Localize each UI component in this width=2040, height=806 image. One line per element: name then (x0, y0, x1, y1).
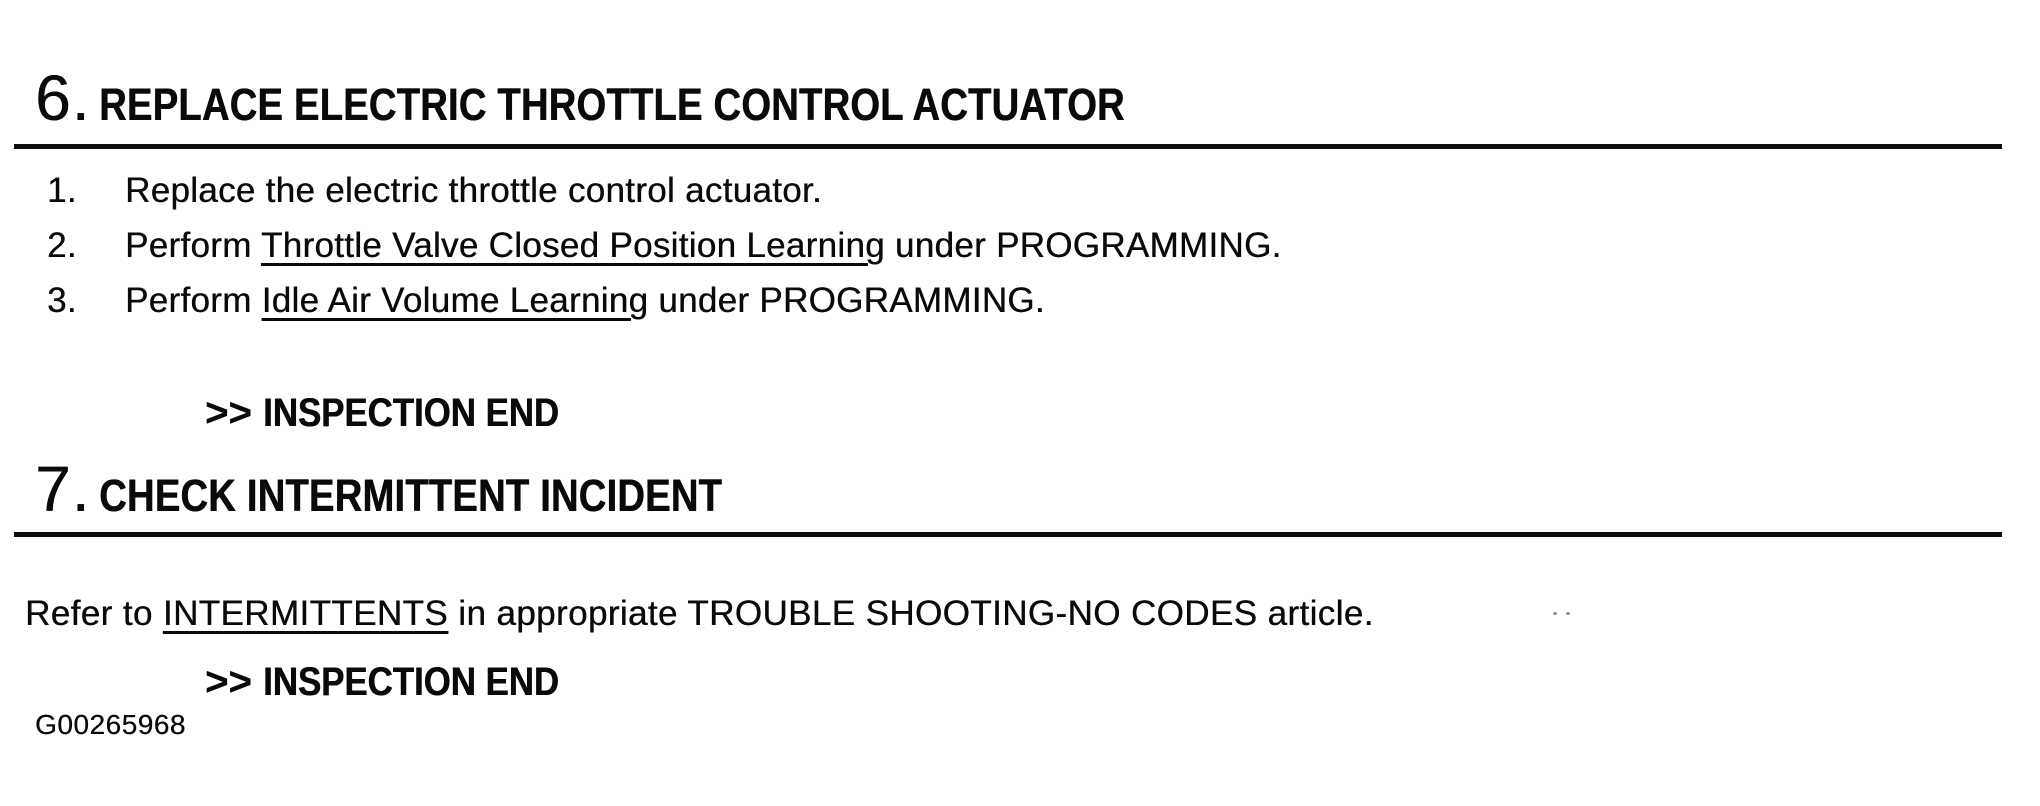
step-2-text (125, 228, 1282, 263)
section-6-heading (35, 62, 1306, 134)
section-6-title: REPLACE ELECTRIC THROTTLE CONTROL ACTUATOR (99, 79, 1126, 130)
inspection-end-label: INSPECTION END (262, 391, 559, 435)
step-item-1 (47, 173, 1282, 208)
step-3-text (125, 283, 1045, 318)
step-1-text (125, 173, 822, 208)
section-7-inspection-end (205, 662, 603, 702)
section-6-number: 6. (35, 62, 91, 134)
chevron-marker-icon: >> (205, 660, 252, 704)
scan-speck (1566, 612, 1570, 615)
section-7-rule (14, 532, 2002, 537)
refer-post: in appropriate TROUBLE SHOOTING-NO CODES article. (448, 594, 1374, 633)
step-item-2 (47, 228, 1282, 263)
section-6-step-list (47, 173, 1282, 338)
refer-pre: Refer to (25, 594, 163, 633)
step-item-3 (47, 283, 1282, 318)
section-6-rule (14, 144, 2002, 149)
figure-id: G00265968 (35, 709, 186, 740)
step-3-pre: Perform (125, 281, 262, 320)
step-3-number: 3. (47, 281, 77, 320)
step-1-pre: Replace the electric throttle control actuator. (125, 171, 822, 210)
chevron-marker-icon: >> (205, 391, 252, 435)
section-7-title: CHECK INTERMITTENT INCIDENT (99, 470, 723, 521)
step-3-post: under PROGRAMMING. (648, 281, 1045, 320)
inspection-end-label: INSPECTION END (262, 660, 559, 704)
section-7-heading (35, 453, 832, 525)
intermittents-link[interactable]: INTERMITTENTS (162, 594, 449, 633)
step-2-number: 2. (47, 226, 77, 265)
section-7-number: 7. (35, 453, 91, 525)
idle-air-volume-learning-link[interactable]: Idle Air Volume Learning (261, 281, 649, 320)
step-2-pre: Perform (125, 226, 261, 265)
throttle-valve-closed-position-learning-link[interactable]: Throttle Valve Closed Position Learning (260, 226, 885, 265)
step-1-number: 1. (47, 171, 77, 210)
refer-paragraph (25, 596, 1374, 631)
scan-speck (1553, 612, 1557, 615)
section-6-inspection-end (205, 393, 603, 433)
step-2-post: under PROGRAMMING. (884, 226, 1282, 265)
